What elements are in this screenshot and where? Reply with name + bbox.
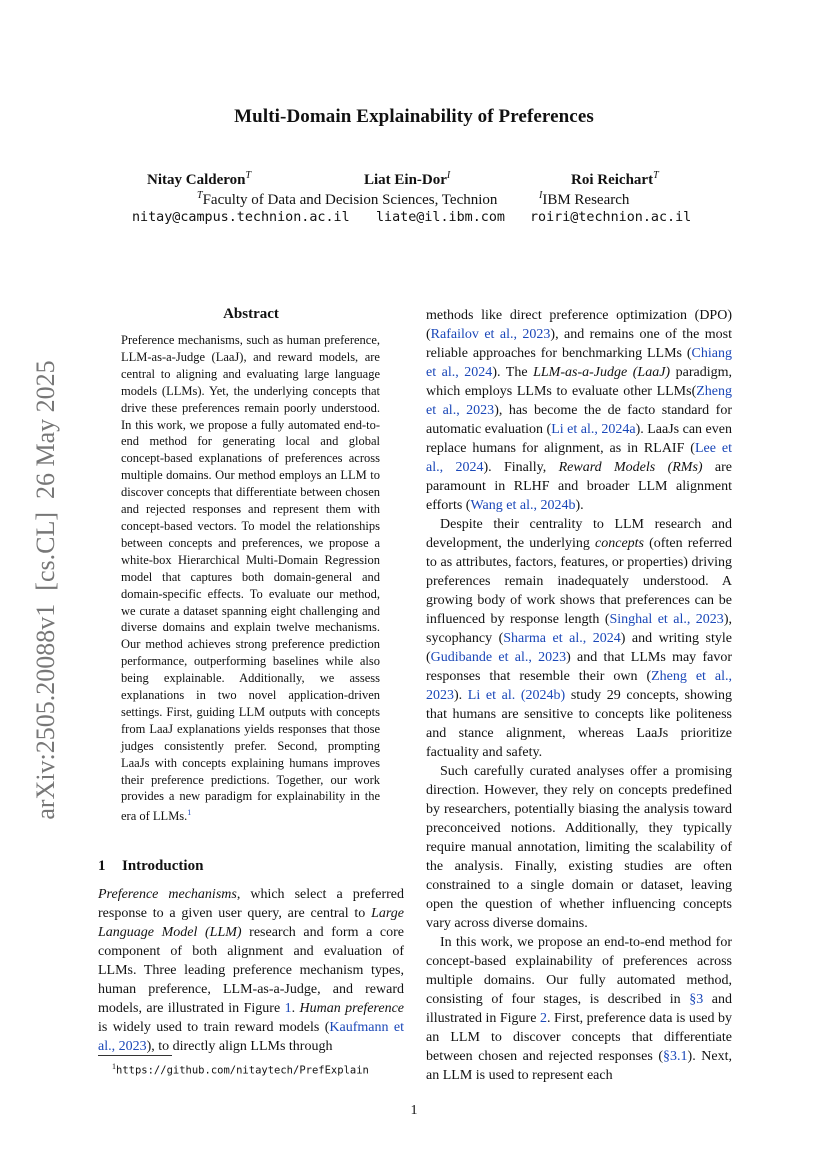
right-column xyxy=(426,306,732,1085)
citation[interactable]: Zheng et al., 2023 xyxy=(426,384,732,418)
paragraph: methods like direct preference optimization (DPO) (Rafailov et al., 2023), and remains one of the most reliable approaches for benchmarking LLMs (Chiang et al., 2024). The LLM-as-a-Judge (LaaJ) paradigm, which employs LLMs to evaluate other LLMs(Zheng et al., 2023), has become the de facto standard for automatic evaluation (Li et al., 2024a). LaaJs can even replace humans for alignment, as in RLAIF (Lee et al., 2024). Finally, Reward Models (RMs) are paramount in RLHF and broader LLM alignment efforts (Wang et al., 2024b). xyxy=(426,308,733,513)
footnote: $^1$https://github.com/nitaytech/PrefExplain xyxy=(112,1062,369,1077)
arxiv-identifier[interactable] xyxy=(22,340,72,840)
footnote-link[interactable]: https://github.com/nitaytech/PrefExplain xyxy=(116,1064,369,1077)
paragraph: In this work, we propose an end-to-end method for concept-based explainability of preferences across multiple domains. Our fully automated method, consisting of four stages, is described in §3 and illustrated in Figure 2. First, preference data is used by an LLM to discover concepts that differentiate between chosen and rejected responses (§3.1). Next, an LLM is used to represent each xyxy=(426,935,732,1083)
citation[interactable]: Rafailov et al., 2023 xyxy=(430,327,551,342)
figure-ref[interactable]: 2 xyxy=(539,1011,547,1026)
arxiv-identifier-text: arXiv:2505.20088v1 [cs.CL] 26 May 2025 xyxy=(31,360,60,820)
citation[interactable]: Sharma et al., 2024 xyxy=(503,631,621,646)
section-ref[interactable]: §3.1 xyxy=(663,1049,688,1064)
figure-ref[interactable]: 1 xyxy=(284,1001,292,1016)
citation[interactable]: Li et al. (2024b) xyxy=(467,688,566,703)
citation[interactable]: Kaufmann et al., 2023 xyxy=(98,1020,404,1054)
citation[interactable]: Wang et al., 2024b xyxy=(470,498,576,513)
author-3: Roi Reichart$^T$ xyxy=(571,170,659,188)
email-2[interactable]: liate@il.ibm.com xyxy=(376,210,505,225)
abstract-body: Preference mechanisms, such as human preference, LLM-as-a-Judge (LaaJ), and reward models, are central to aligning and evaluating large language models (LLMs). Yet, the underlying concepts that drive these preferences remain poorly understood. In this work, we propose a fully automated end-to-end method for generating local and global concept-based explanations of preferences across multiple domains. Our method employs an LLM to discover concepts that differentiate between chosen and rejected responses and represent them with concept-based vectors. To model the relationships between concepts and preferences, we propose a white-box Hierarchical Multi-Domain Regression model that captures both domain-general and domain-specific effects. To evaluate our method, we curate a dataset spanning eight challenging and diverse domains and explain twelve mechanisms. Our method achieves strong preference prediction performance, outperforming baselines while also being explainable. Additionally, we assess explanations in two novel application-driven settings. First, guiding LLM outputs with concepts from LaaJ explanations yields responses that those judges consistently prefer. Second, prompting LaaJs with concepts explaining humans improves their preference predictions. Together, our work provides a new paradigm for explainability in the era of LLMs.$^1$ xyxy=(121,333,380,824)
footnote-ref[interactable]: 1 xyxy=(187,808,192,818)
paragraph: Despite their centrality to LLM research and development, the underlying concepts (often referred to as attributes, factors, features, or properties) driving preferences remain inadequately understood. A growing body of work shows that preferences can be influenced by response length (Singhal et al., 2023), sycophancy (Sharma et al., 2024) and writing style (Gudibande et al., 2023) and that LLMs may favor responses that resemble their own (Zheng et al., 2023). Li et al. (2024b) study 29 concepts, showing that humans are sensitive to concepts like politeness and stance alignment, whereas LaaJs prioritize factuality and safety. xyxy=(426,517,733,760)
paragraph: Such carefully curated analyses offer a promising direction. However, they rely on concepts predefined by researchers, potentially biasing the analysis toward preconceived notions. Additionally, they typically require manual annotation, limiting the scalability of the analysis. Finally, existing studies are often constrained to a single domain or dataset, leaving open the question of whether influencing concepts vary across diverse domains. xyxy=(426,764,732,931)
abstract-heading: Abstract xyxy=(223,306,279,322)
citation[interactable]: Li et al., 2024a xyxy=(551,422,636,437)
footnote-divider xyxy=(98,1055,172,1056)
author-1: Nitay Calderon$^T$ xyxy=(147,170,252,188)
page-number: 1 xyxy=(410,1103,418,1118)
citation[interactable]: Chiang et al., 2024 xyxy=(426,346,732,380)
affiliation-2: $^I$IBM Research xyxy=(539,190,630,208)
section-heading-introduction: 1 Introduction xyxy=(98,858,204,874)
intro-paragraph: Preference mechanisms, which select a preferred response to a given user query, are central to Large Language Model (LLM) research and form a core component of both alignment and evaluation of LLMs. Three leading preference mechanism types, human preference, LLM-as-a-Judge, and reward models, are illustrated in Figure 1. Human preference is widely used to train reward models (Kaufmann et al., 2023), to directly align LLMs through xyxy=(98,887,405,1054)
citation[interactable]: Zheng et al., 2023 xyxy=(426,669,732,703)
citation[interactable]: Gudibande et al., 2023 xyxy=(430,650,567,665)
affiliation-1: $^T$Faculty of Data and Decision Sciences, Technion xyxy=(197,190,498,208)
author-2: Liat Ein-Dor$^I$ xyxy=(364,170,451,188)
citation[interactable]: Singhal et al., 2023 xyxy=(609,612,724,627)
paper-title: Multi-Domain Explainability of Preferences xyxy=(234,106,594,127)
citation[interactable]: Lee et al., 2024 xyxy=(426,441,732,475)
email-3[interactable]: roiri@technion.ac.il xyxy=(530,210,692,225)
section-ref[interactable]: §3 xyxy=(689,992,704,1007)
email-1[interactable]: nitay@campus.technion.ac.il xyxy=(132,210,350,225)
